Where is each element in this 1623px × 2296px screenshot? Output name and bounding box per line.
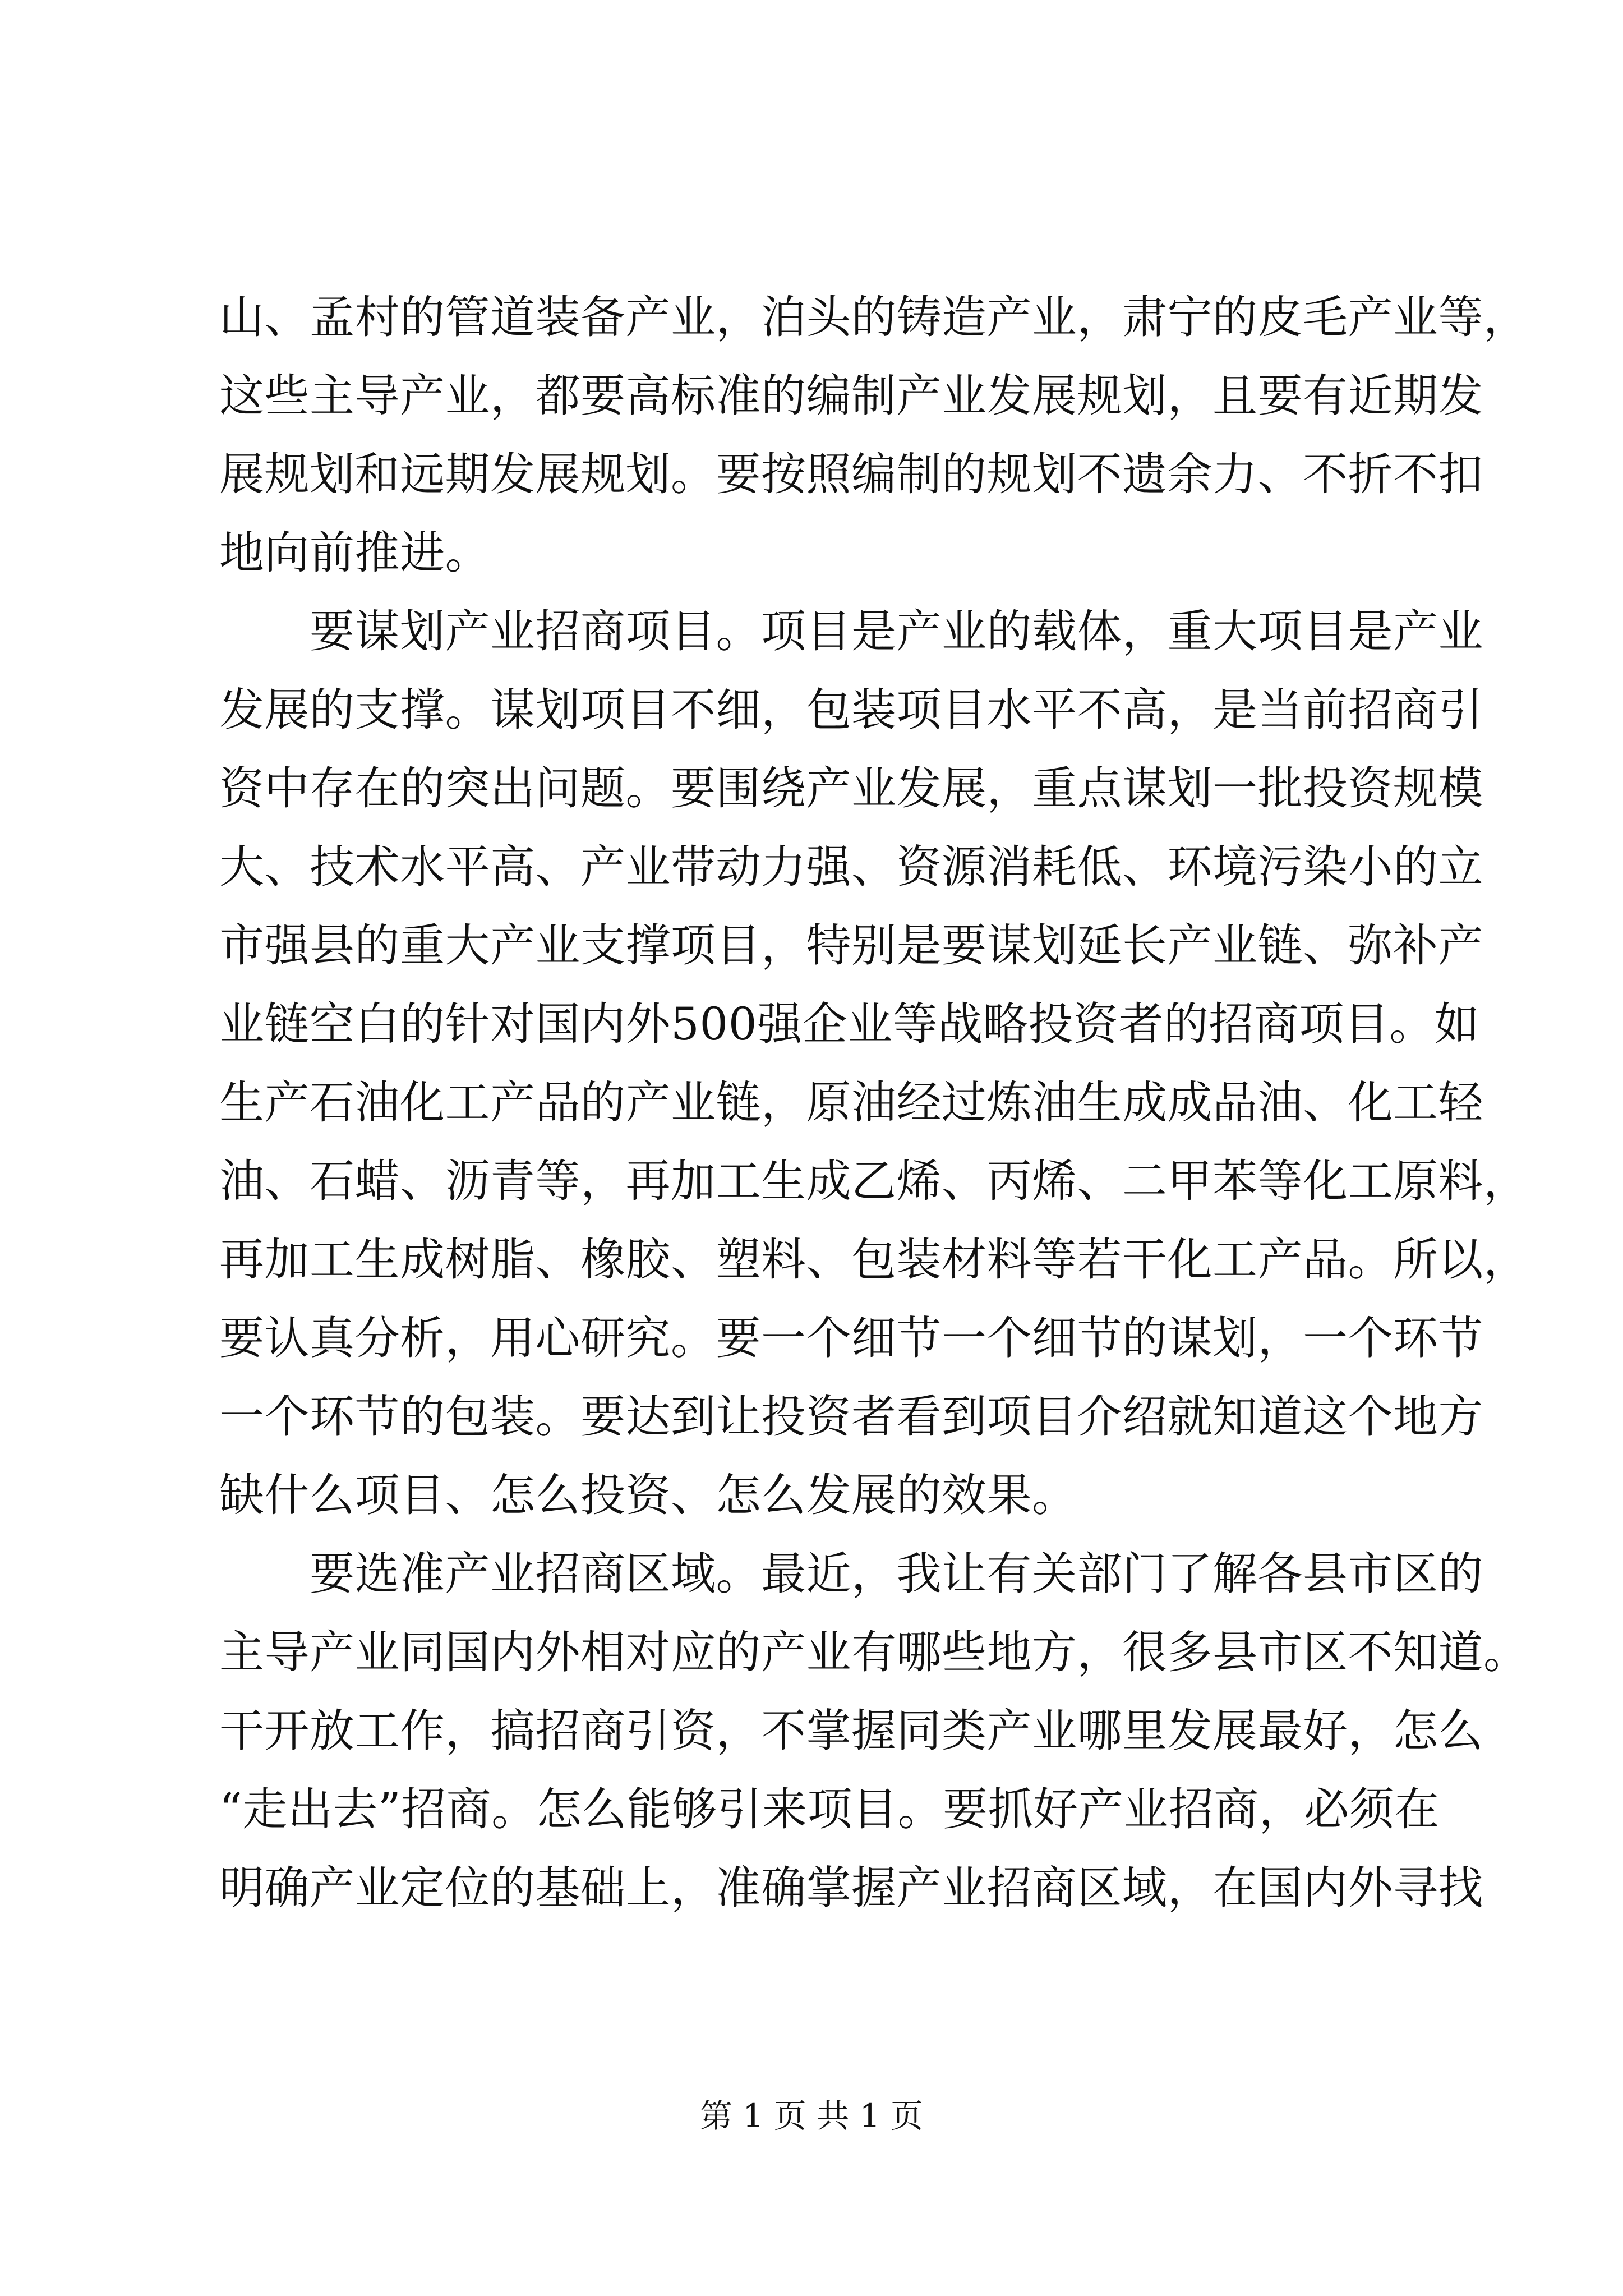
- text-line: 资中存在的突出问题。要围绕产业发展，重点谋划一批投资规模: [219, 762, 1483, 815]
- text-line: 山、孟村的管道装备产业，泊头的铸造产业，肃宁的皮毛产业等，: [219, 291, 1529, 343]
- text-line: 市强县的重大产业支撑项目，特别是要谋划延长产业链、弥补产: [219, 919, 1483, 972]
- text-line: 缺什么项目、怎么投资、怎么发展的效果。: [219, 1469, 1077, 1521]
- text-line: 一个环节的包装。要达到让投资者看到项目介绍就知道这个地方: [219, 1391, 1483, 1443]
- text-line: 生产石油化工产品的产业链，原油经过炼油生成成品油、化工轻: [219, 1076, 1483, 1129]
- text-line: “走出去”招商。怎么能够引来项目。要抓好产业招商，必须在: [219, 1783, 1440, 1835]
- text-line: 再加工生成树脂、橡胶、塑料、包装材料等若干化工产品。所以，: [219, 1234, 1529, 1286]
- text-line: 地向前推进。: [219, 527, 490, 579]
- text-line: 发展的支撑。谋划项目不细，包装项目水平不高，是当前招商引: [219, 684, 1483, 736]
- text-line: 干开放工作，搞招商引资，不掌握同类产业哪里发展最好，怎么: [219, 1705, 1483, 1757]
- text-line: 要选准产业招商区域。最近，我让有关部门了解各县市区的: [219, 1548, 1483, 1600]
- text-line: 要认真分析，用心研究。要一个细节一个细节的谋划，一个环节: [219, 1312, 1483, 1364]
- text-line: 这些主导产业，都要高标准的编制产业发展规划，且要有近期发: [219, 370, 1483, 422]
- text-line: 大、技术水平高、产业带动力强、资源消耗低、环境污染小的立: [219, 841, 1483, 893]
- text-line: 主导产业同国内外相对应的产业有哪些地方，很多县市区不知道。: [219, 1626, 1529, 1678]
- text-line: 要谋划产业招商项目。项目是产业的载体，重大项目是产业: [219, 605, 1483, 657]
- text-line: 展规划和远期发展规划。要按照编制的规划不遗余力、不折不扣: [219, 448, 1483, 500]
- page-footer: 第 1 页 共 1 页: [700, 2097, 923, 2135]
- text-line: 油、石蜡、沥青等，再加工生成乙烯、丙烯、二甲苯等化工原料，: [219, 1155, 1529, 1207]
- text-line: 业链空白的针对国内外500强企业等战略投资者的招商项目。如: [219, 998, 1480, 1050]
- text-line: 明确产业定位的基础上，准确掌握产业招商区域，在国内外寻找: [219, 1862, 1483, 1914]
